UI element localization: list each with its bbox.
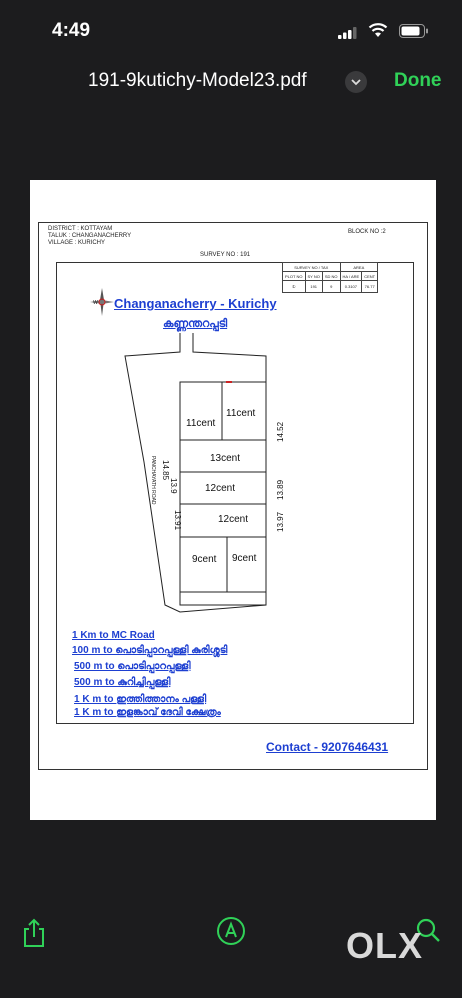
distance-item: 500 m to കുറിച്ചിപ്പള്ളി — [74, 677, 171, 688]
taluk-text: TALUK : CHANGANACHERRY — [48, 233, 132, 239]
dimension-label: 13.89 — [276, 479, 285, 500]
wifi-icon — [368, 22, 388, 38]
distance-item: 1 K m to ഇളങ്കാവ് ദേവി ക്ഷേത്രം — [74, 707, 221, 718]
distance-item: 100 m to പൊടിപ്പാറപ്പള്ളി കുരിശ്ശടി — [72, 645, 228, 656]
markup-icon[interactable] — [216, 916, 246, 946]
battery-icon — [399, 24, 429, 38]
plot-label: 13cent — [210, 453, 241, 464]
plot-label: 11cent — [186, 418, 216, 429]
distance-item: 1 Km to MC Road — [72, 630, 155, 641]
status-time: 4:49 — [52, 20, 91, 41]
plot-label: 12cent — [205, 483, 236, 494]
table-cell: 191 — [305, 281, 322, 293]
dimension-label: 14.85 — [161, 460, 170, 481]
plot-label: 9cent — [192, 554, 217, 565]
distance-item: 500 m to പൊടിപ്പാറപ്പള്ളി — [74, 661, 191, 672]
dimension-label: 13.91 — [173, 510, 182, 531]
plot-label: 11cent — [226, 408, 256, 419]
dimension-label: 14.52 — [276, 421, 285, 442]
table-cell: 0.3107 — [340, 281, 362, 293]
district-text: DISTRICT : KOTTAYAM — [48, 226, 113, 232]
svg-text:W: W — [93, 300, 98, 306]
table-head-survey: SURVEY NO / TAX — [283, 263, 341, 272]
block-text: BLOCK NO :2 — [348, 229, 386, 235]
chevron-down-icon — [345, 71, 367, 93]
pdf-page[interactable] — [30, 180, 436, 820]
cellular-signal-icon — [338, 27, 360, 39]
dimension-label: 13.9 — [169, 478, 178, 494]
status-bar — [0, 0, 462, 60]
share-icon[interactable] — [22, 918, 46, 948]
survey-text: SURVEY NO : 191 — [200, 252, 251, 258]
olx-watermark: OLX — [346, 925, 424, 966]
document-title[interactable]: 191-9kutichy-Model23.pdf — [88, 70, 307, 91]
road-label: PANCHAYATH ROAD — [150, 456, 156, 505]
title-menu-button[interactable] — [345, 71, 367, 93]
plot-label: 9cent — [232, 553, 257, 564]
done-button[interactable]: Done — [394, 70, 442, 91]
navigation-bar — [0, 60, 462, 110]
place-title: Changanacherry - Kurichy — [114, 296, 277, 311]
table-col-plot: PLOT NO — [283, 272, 306, 281]
plot-layout-drawing — [30, 180, 436, 820]
table-col-syno: SY NO — [305, 272, 322, 281]
village-text: VILLAGE : KURICHY — [48, 240, 106, 246]
table-col-cent: CENT — [362, 272, 378, 281]
distance-item: 1 K m to ഇത്തിത്താനം പള്ളി — [74, 694, 207, 705]
contact-text: Contact - 9207646431 — [266, 740, 389, 754]
dimension-label: 13.97 — [276, 511, 285, 532]
table-cell: 9 — [322, 281, 340, 293]
table-cell: 76.77 — [362, 281, 378, 293]
place-subtitle: കണ്ണന്തറപ്പടി — [163, 318, 228, 330]
table-col-sdno: SD NO — [322, 272, 340, 281]
table-cell: ① — [283, 281, 306, 293]
table-head-area: AREA — [340, 263, 378, 272]
plot-label: 12cent — [218, 514, 249, 525]
table-col-ha: HA / ARE — [340, 272, 362, 281]
